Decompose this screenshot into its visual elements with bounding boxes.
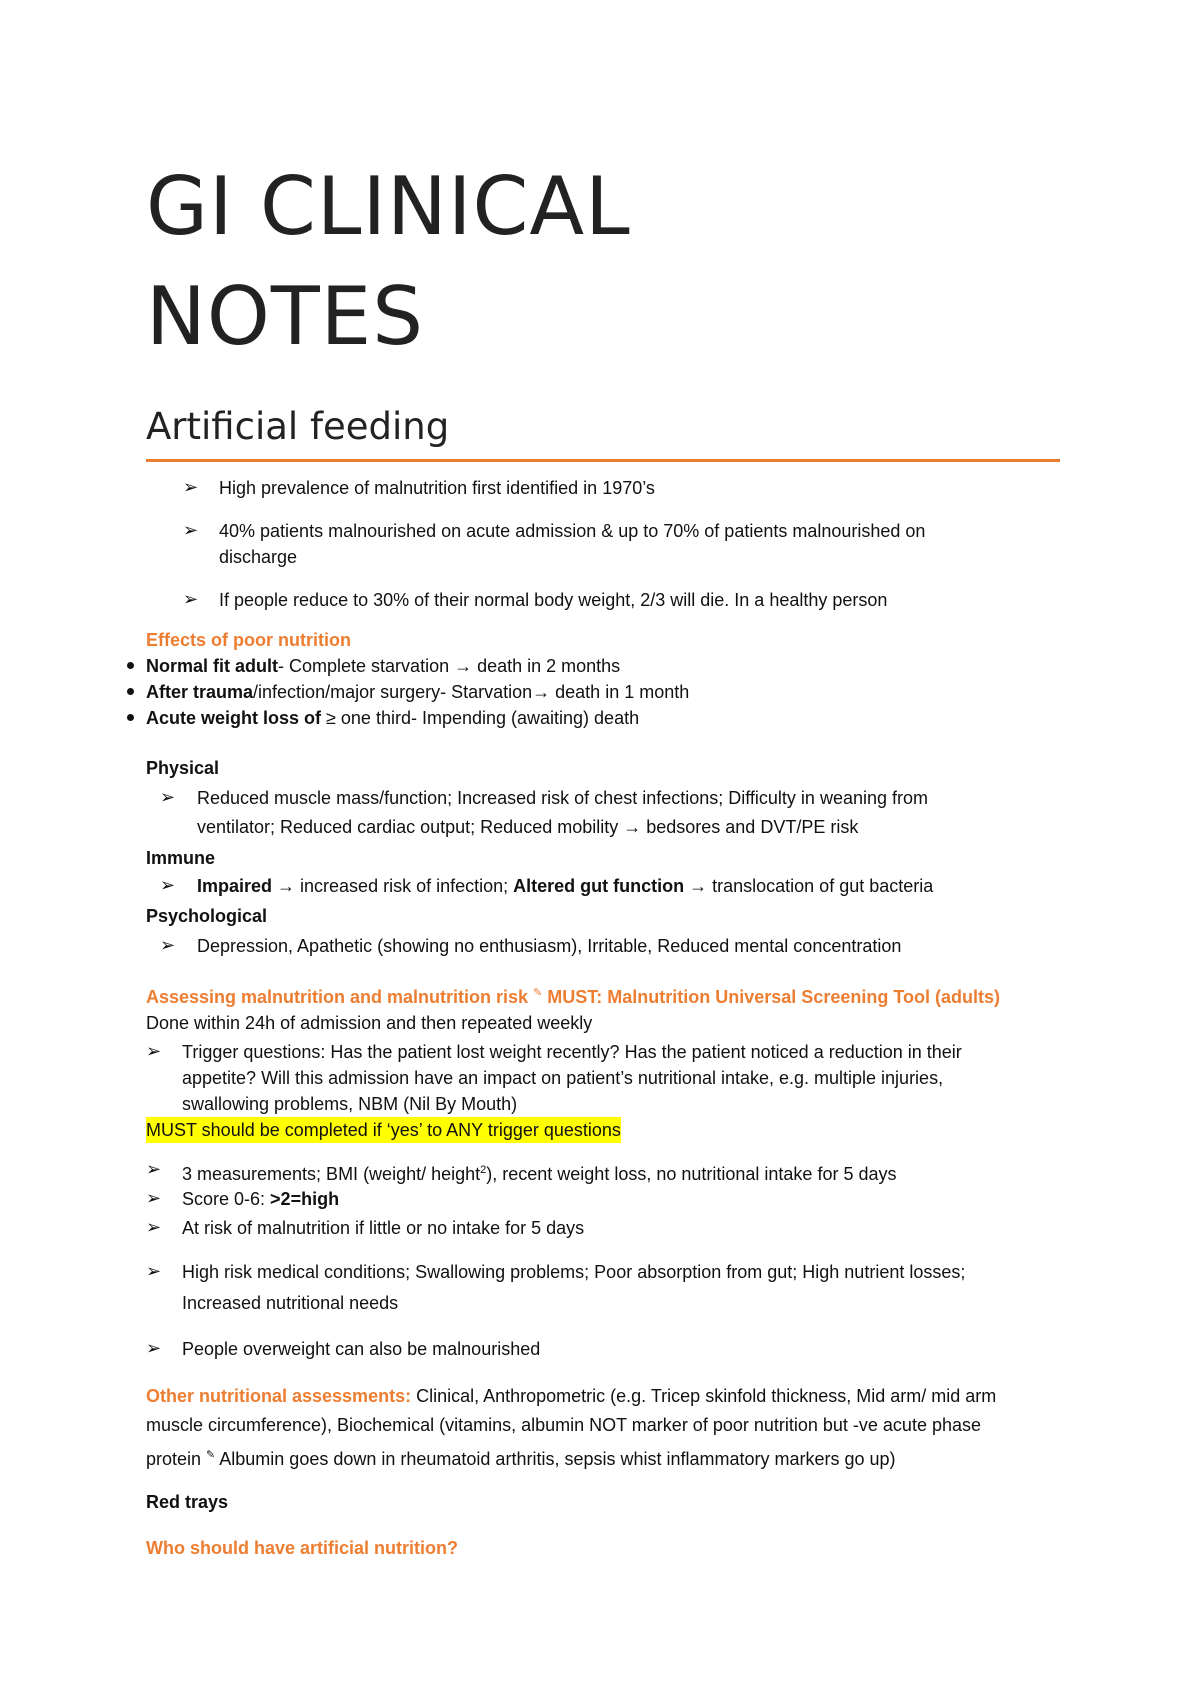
arrow-bullet-icon: ➢ (146, 1261, 162, 1282)
arrow-bullet-icon: ➢ (183, 477, 199, 498)
pencil-icon: ✎ (533, 986, 543, 999)
effects-item: Acute weight loss of ≥ one third- Impending (awaiting) death (146, 708, 640, 728)
score-line: Score 0-6: >2=high (182, 1189, 340, 1209)
other-assessments-line-2: muscle circumference), Biochemical (vitamins, albumin NOT marker of poor nutrition but -ve acute phase (146, 1415, 981, 1435)
intro-item: If people reduce to 30% of their normal body weight, 2/3 will die. In a healthy person (219, 590, 888, 610)
measurements-line: 3 measurements; BMI (weight/ height$^2$), recent weight loss, no nutritional intake for 5 days (182, 1164, 897, 1184)
arrow-bullet-icon: ➢ (146, 1159, 162, 1180)
other-assessments-line-1: Other nutritional assessments: Clinical, Anthropometric (e.g. Tricep skinfold thickness, Mid arm/ mid arm (146, 1386, 997, 1406)
pencil-icon: ✎ (206, 1448, 216, 1461)
arrow-bullet-icon: ➢ (160, 935, 176, 956)
title-line-1: GI CLINICAL (146, 160, 631, 253)
immune-heading: Immune (146, 848, 216, 868)
physical-heading: Physical (146, 758, 220, 778)
intro-item: 40% patients malnourished on acute admission & up to 70% of patients malnourished on (219, 521, 926, 541)
trigger-line-1: Trigger questions: Has the patient lost weight recently? Has the patient noticed a reduction in their (182, 1042, 962, 1062)
psychological-line: Depression, Apathetic (showing no enthusiasm), Irritable, Reduced mental concentration (197, 936, 902, 956)
arrow-bullet-icon: ➢ (183, 589, 199, 610)
intro-item-continued: discharge (219, 547, 298, 567)
arrow-bullet-icon: ➢ (146, 1188, 162, 1209)
bullet-dot-icon (127, 662, 134, 669)
physical-line-1: Reduced muscle mass/function; Increased risk of chest infections; Difficulty in weaning from (197, 788, 928, 808)
intro-item: High prevalence of malnutrition first identified in 1970’s (219, 478, 655, 498)
bullet-dot-icon (127, 688, 134, 695)
immune-line: Impaired → increased risk of infection; Altered gut function → translocation of gut bacteria (197, 876, 934, 896)
arrow-bullet-icon: ➢ (160, 875, 176, 896)
high-risk-line-1: High risk medical conditions; Swallowing problems; Poor absorption from gut; High nutrient losses; (182, 1262, 966, 1282)
assessing-frequency: Done within 24h of admission and then repeated weekly (146, 1013, 593, 1033)
psychological-heading: Psychological (146, 906, 268, 926)
arrow-bullet-icon: ➢ (183, 520, 199, 541)
document-title (146, 152, 631, 372)
must-highlight: MUST should be completed if ‘yes’ to ANY trigger questions (146, 1117, 621, 1143)
effects-item: Normal fit adult- Complete starvation → death in 2 months (146, 656, 621, 676)
trigger-line-2: appetite? Will this admission have an impact on patient’s nutritional intake, e.g. multiple injuries, (182, 1068, 944, 1088)
who-artificial-nutrition-heading: Who should have artificial nutrition? (146, 1538, 459, 1558)
effects-item: After trauma/infection/major surgery- Starvation→ death in 1 month (146, 682, 690, 702)
high-risk-line-2: Increased nutritional needs (182, 1293, 399, 1313)
heading-underline (146, 459, 1060, 462)
assessing-heading: Assessing malnutrition and malnutrition risk ✎ MUST: Malnutrition Universal Screening Tool (adults) (146, 986, 1000, 1007)
arrow-bullet-icon: ➢ (146, 1041, 162, 1062)
red-trays-heading: Red trays (146, 1492, 229, 1512)
other-assessments-line-3: protein ✎ Albumin goes down in rheumatoid arthritis, sepsis whist inflammatory markers go up) (146, 1448, 896, 1469)
risk-line: At risk of malnutrition if little or no intake for 5 days (182, 1218, 585, 1238)
arrow-bullet-icon: ➢ (146, 1217, 162, 1238)
effects-heading: Effects of poor nutrition (146, 630, 351, 650)
physical-line-2: ventilator; Reduced cardiac output; Reduced mobility → bedsores and DVT/PE risk (197, 817, 859, 837)
overweight-line: People overweight can also be malnourished (182, 1339, 541, 1359)
arrow-bullet-icon: ➢ (146, 1338, 162, 1359)
trigger-line-3: swallowing problems, NBM (Nil By Mouth) (182, 1094, 518, 1114)
bullet-dot-icon (127, 714, 134, 721)
section-heading: Artificial feeding (146, 405, 450, 448)
title-line-2: NOTES (146, 270, 425, 363)
arrow-bullet-icon: ➢ (160, 787, 176, 808)
